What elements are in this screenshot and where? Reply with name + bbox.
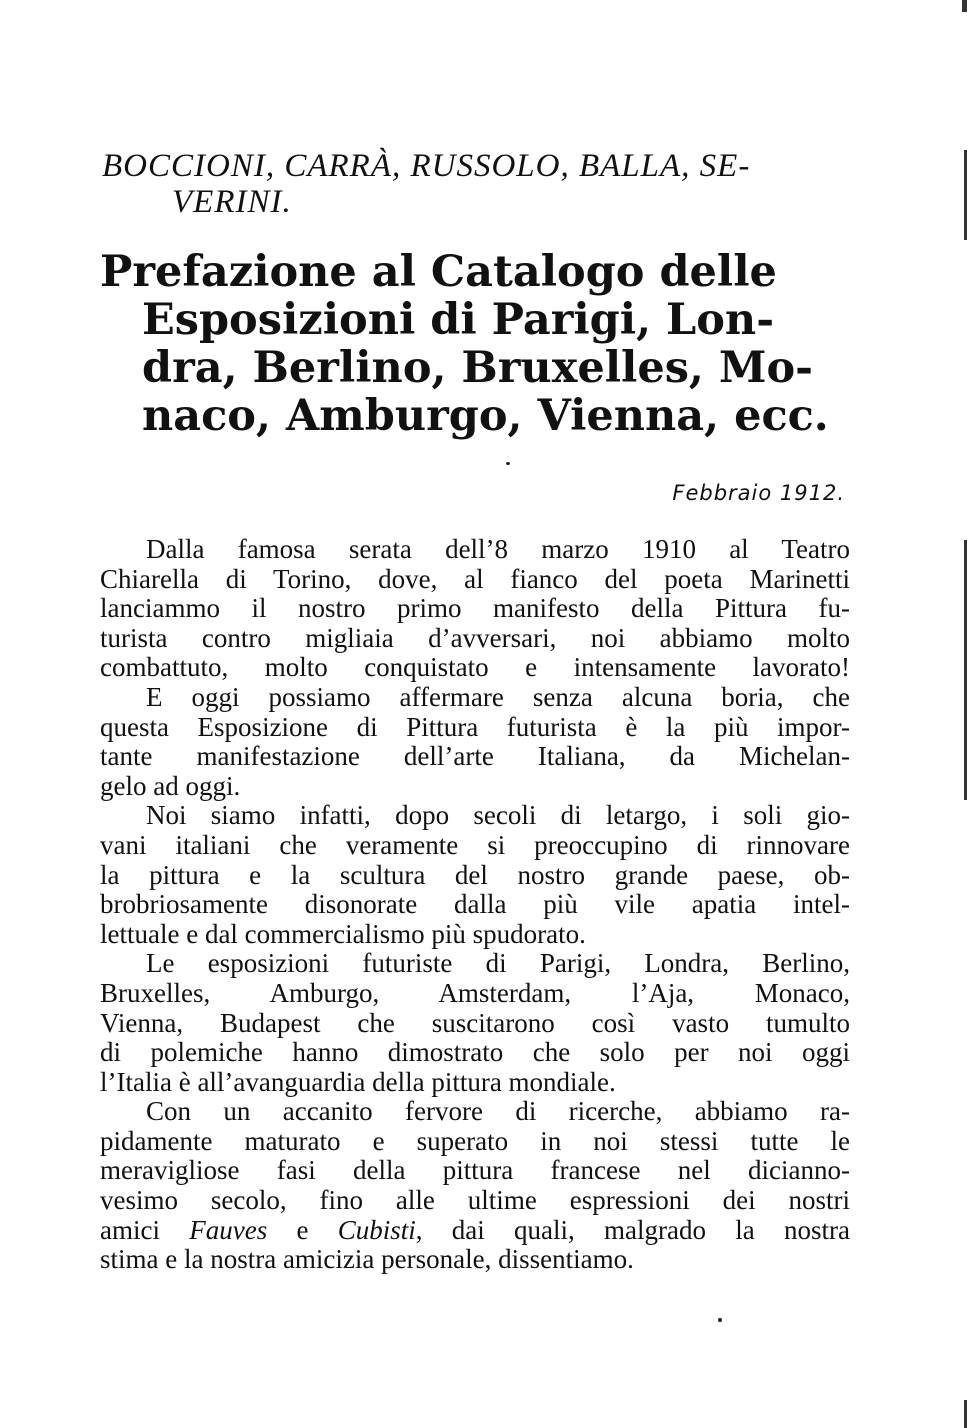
dateline: Febbraio 1912.: [672, 481, 845, 505]
italic-term-fauves: Fauves: [189, 1214, 268, 1245]
text-line: vesimo secolo, fino alle ultime espressioni dei nostri: [100, 1185, 850, 1216]
scan-edge-mark: [964, 150, 967, 240]
title-line: naco, Amburgo, Vienna, ecc.: [142, 391, 829, 441]
text-line: Chiarella di Torino, dove, al fianco del poeta Marinetti: [100, 563, 850, 594]
title-line: Esposizioni di Parigi, Lon-: [142, 295, 775, 345]
text-line: combattuto, molto conquistato e intensamente lavorato!: [100, 652, 850, 683]
authors-line: BOCCIONI, CARRÀ, RUSSOLO, BALLA, SE-: [102, 148, 751, 184]
authors-line: VERINI.: [172, 184, 292, 220]
scan-edge-mark: [964, 540, 967, 800]
text-line: turista contro migliaia d’avversari, noi abbiamo molto: [100, 622, 850, 653]
text-line: stima e la nostra amicizia personale, dissentiamo.: [100, 1244, 634, 1275]
italic-term-cubisti: Cubisti: [337, 1214, 416, 1245]
text-fragment: , dai quali, malgrado la nostra: [415, 1214, 850, 1245]
title-line: Prefazione al Catalogo delle: [100, 247, 777, 297]
text-line: l’Italia è all’avanguardia della pittura mondiale.: [100, 1066, 616, 1097]
text-line: lettuale e dal commercialismo più spudorato.: [100, 918, 586, 949]
body-text: [100, 535, 850, 1275]
title-line: dra, Berlino, Bruxelles, Mo-: [142, 343, 813, 393]
scan-edge-mark: [964, 1400, 967, 1428]
text-line: Vienna, Budapest che suscitarono così vasto tumulto: [100, 1007, 850, 1038]
print-speck: [718, 1318, 722, 1322]
text-line: [100, 1216, 850, 1246]
text-line: Con un accanito fervore di ricerche, abbiamo ra-: [146, 1096, 850, 1127]
page-title: [100, 248, 860, 440]
text-line: brobriosamente disonorate dalla più vile apatia intel-: [100, 889, 850, 920]
text-line: E oggi possiamo affermare senza alcuna boria, che: [146, 681, 850, 712]
text-line: gelo ad oggi.: [100, 770, 241, 801]
text-line: vani italiani che veramente si preoccupino di rinnovare: [100, 829, 850, 860]
print-speck: [506, 462, 510, 465]
text-line: pidamente maturato e superato in noi stessi tutte le: [100, 1125, 850, 1156]
text-line: Dalla famosa serata dell’8 marzo 1910 al Teatro: [146, 534, 850, 564]
text-line: lanciammo il nostro primo manifesto della Pittura fu-: [100, 593, 850, 624]
text-line: la pittura e la scultura del nostro grande paese, ob-: [100, 859, 850, 890]
text-line: tante manifestazione dell’arte Italiana, da Michelan-: [100, 741, 850, 772]
text-line: Le esposizioni futuriste di Parigi, Londra, Berlino,: [146, 948, 850, 979]
text-fragment: amici: [100, 1214, 190, 1245]
text-line: Bruxelles, Amburgo, Amsterdam, l’Aja, Monaco,: [100, 977, 850, 1008]
text-line: di polemiche hanno dimostrato che solo per noi oggi: [100, 1037, 850, 1068]
scan-edge-mark: [962, 0, 967, 12]
text-fragment: e: [267, 1214, 338, 1245]
text-line: questa Esposizione di Pittura futurista è la più impor-: [100, 711, 850, 742]
text-line: meravigliose fasi della pittura francese nel dicianno-: [100, 1155, 850, 1186]
text-line: Noi siamo infatti, dopo secoli di letargo, i soli gio-: [146, 800, 850, 831]
authors-heading: [102, 148, 847, 220]
